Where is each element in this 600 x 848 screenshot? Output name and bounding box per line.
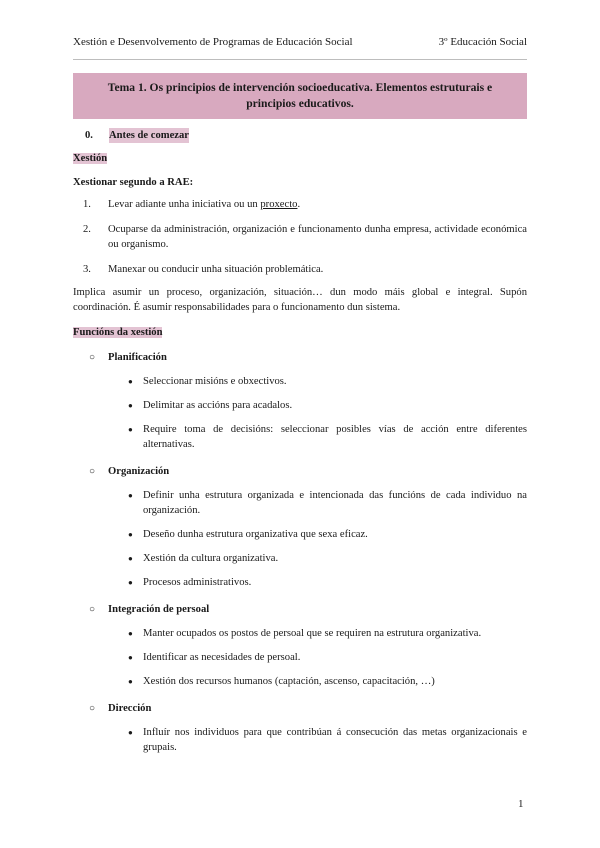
document-body — [73, 128, 527, 755]
subitem-text: Delimitar as accións para acadalos. — [143, 400, 293, 411]
function-label: Organización — [108, 466, 170, 477]
list-number: 1. — [83, 199, 91, 210]
header-left-text: Xestión e Desenvolvemento de Programas de Educación Social — [73, 36, 353, 48]
function-subitem — [73, 650, 527, 665]
section-number: 0. — [85, 130, 93, 141]
bullet-icon: ● — [128, 653, 133, 662]
list-text — [108, 262, 527, 277]
title-banner — [73, 73, 527, 119]
rae-list-item — [73, 197, 527, 212]
function-subitem — [73, 551, 527, 566]
function-item — [73, 350, 527, 365]
function-subitem — [73, 725, 527, 755]
bullet-icon: ● — [128, 401, 133, 410]
circle-bullet-icon: ○ — [89, 604, 96, 615]
bullet-icon: ● — [128, 629, 133, 638]
function-label: Planificación — [108, 352, 167, 363]
page-number: 1 — [518, 798, 524, 810]
list-number: 3. — [83, 264, 91, 275]
subitem-text: Xestión dos recursos humanos (captación, ascenso, capacitación, …) — [143, 676, 435, 687]
proxecto-link[interactable]: proxecto — [260, 199, 298, 210]
function-label: Dirección — [108, 703, 152, 714]
subitem-text: Identificar as necesidades de persoal. — [143, 652, 301, 663]
function-subitem — [73, 374, 527, 389]
section-zero-heading — [73, 128, 527, 143]
function-label: Integración de persoal — [108, 604, 210, 615]
bullet-icon: ● — [128, 530, 133, 539]
rae-definition-list — [73, 197, 527, 277]
function-subitem — [73, 398, 527, 413]
funcions-heading — [73, 325, 527, 340]
function-subitem — [73, 527, 527, 542]
subitem-text: Seleccionar misións e obxectivos. — [143, 376, 287, 387]
bullet-icon: ● — [128, 677, 133, 686]
rae-list-item — [73, 222, 527, 252]
document-title: Tema 1. Os principios de intervención socioeducativa. Elementos estruturais e principios educativos. — [107, 81, 493, 110]
implica-paragraph: Implica asumir un proceso, organización, situación… dun modo máis global e integral. Supón coordinación. É asumir responsabilidades para o funcionamento dun sistema. — [73, 287, 527, 313]
function-subitem — [73, 422, 527, 452]
list-number: 2. — [83, 224, 91, 235]
subitem-text: Influír nos individuos para que contribúan á consecución das metas organizacionais e grupais. — [143, 727, 527, 753]
subitem-text: Deseño dunha estrutura organizativa que sexa eficaz. — [143, 529, 368, 540]
function-subitem — [73, 575, 527, 590]
list-text-main: Ocuparse da administración, organización e funcionamento dunha empresa, actividade económica ou organismo. — [108, 224, 527, 250]
funcions-heading-text: Funcións da xestión — [73, 327, 163, 338]
rae-heading: Xestionar segundo a RAE: — [73, 177, 194, 188]
function-item — [73, 464, 527, 479]
list-text-main: Levar adiante unha iniciativa ou un — [108, 199, 261, 210]
subitem-text: Manter ocupados os postos de persoal que se requiren na estrutura organizativa. — [143, 628, 482, 639]
circle-bullet-icon: ○ — [89, 466, 96, 477]
subitem-text: Require toma de decisións: seleccionar posibles vías de acción entre diferentes alternativas. — [143, 424, 527, 450]
circle-bullet-icon: ○ — [89, 352, 96, 363]
function-subitem — [73, 488, 527, 518]
xestion-heading-text: Xestión — [73, 153, 108, 164]
section-label: Antes de comezar — [109, 130, 190, 141]
functions-list — [73, 350, 527, 755]
bullet-icon: ● — [128, 728, 133, 737]
list-text — [108, 222, 527, 252]
header-right-text: 3º Educación Social — [438, 36, 527, 48]
bullet-icon: ● — [128, 377, 133, 386]
circle-bullet-icon: ○ — [89, 703, 96, 714]
subitem-text: Definir unha estrutura organizada e intencionada das funcións de cada individuo na organización. — [143, 490, 527, 516]
rae-list-item — [73, 262, 527, 277]
list-text — [108, 197, 527, 212]
bullet-icon: ● — [128, 491, 133, 500]
header-divider — [73, 59, 527, 60]
list-text-main: Manexar ou conducir unha situación problemática. — [108, 264, 324, 275]
page-header — [73, 35, 527, 50]
bullet-icon: ● — [128, 554, 133, 563]
function-subitem — [73, 626, 527, 641]
bullet-icon: ● — [128, 578, 133, 587]
xestion-heading — [73, 151, 527, 166]
function-item — [73, 701, 527, 716]
function-item — [73, 602, 527, 617]
subitem-text: Procesos administrativos. — [143, 577, 252, 588]
function-subitem — [73, 674, 527, 689]
subitem-text: Xestión da cultura organizativa. — [143, 553, 279, 564]
bullet-icon: ● — [128, 425, 133, 434]
list-text-tail: . — [297, 199, 301, 210]
